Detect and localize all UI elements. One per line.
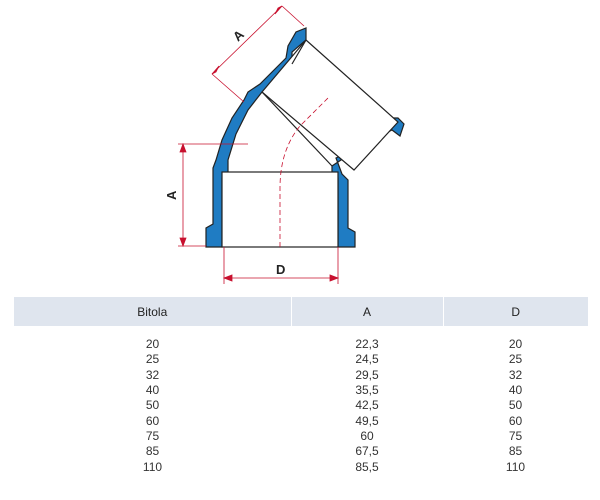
header-bitola: Bitola xyxy=(14,297,291,326)
header-a: A xyxy=(291,297,443,326)
table-row xyxy=(14,413,588,428)
cell-d: 85 xyxy=(508,444,523,459)
cell-a: 85,5 xyxy=(355,459,379,474)
cell-bitola: 85 xyxy=(145,444,160,459)
cell-d: 60 xyxy=(508,413,523,428)
cell-d: 110 xyxy=(505,459,526,474)
cell-d: 20 xyxy=(508,337,523,352)
cell-a: 29,5 xyxy=(355,367,379,382)
cell-bitola: 60 xyxy=(145,413,160,428)
dimension-a-diagonal-label: A xyxy=(229,26,247,45)
cell-d: 32 xyxy=(508,367,523,382)
cell-a: 67,5 xyxy=(355,444,379,459)
cell-bitola: 20 xyxy=(145,337,160,352)
cell-bitola: 75 xyxy=(145,428,160,443)
dimension-d-label: D xyxy=(276,262,286,277)
cell-bitola: 32 xyxy=(145,367,160,382)
inner-pipe-outline xyxy=(222,40,398,247)
cell-a: 35,5 xyxy=(355,383,379,398)
table-row xyxy=(14,352,588,367)
cell-a: 49,5 xyxy=(355,413,379,428)
table-row xyxy=(14,398,588,413)
dimension-a-vertical-label: A xyxy=(164,190,179,200)
cell-a: 22,3 xyxy=(355,337,379,352)
table-row xyxy=(14,459,588,474)
cell-a: 42,5 xyxy=(355,398,379,413)
cell-bitola: 110 xyxy=(142,459,163,474)
cell-bitola: 50 xyxy=(145,398,160,413)
cell-bitola: 40 xyxy=(145,383,160,398)
table-row xyxy=(14,429,588,444)
cell-d: 50 xyxy=(508,398,523,413)
cell-a: 24,5 xyxy=(355,352,379,367)
table-row xyxy=(14,337,588,352)
table-row xyxy=(14,368,588,383)
cell-d: 75 xyxy=(508,428,523,443)
table-row xyxy=(14,444,588,459)
cell-d: 25 xyxy=(508,352,523,367)
header-d: D xyxy=(443,297,588,326)
cell-d: 40 xyxy=(508,383,523,398)
table-row xyxy=(14,383,588,398)
cell-bitola: 25 xyxy=(145,352,160,367)
dimensions-table xyxy=(14,297,588,475)
cell-a: 60 xyxy=(360,428,374,443)
table-header-row xyxy=(14,297,588,326)
